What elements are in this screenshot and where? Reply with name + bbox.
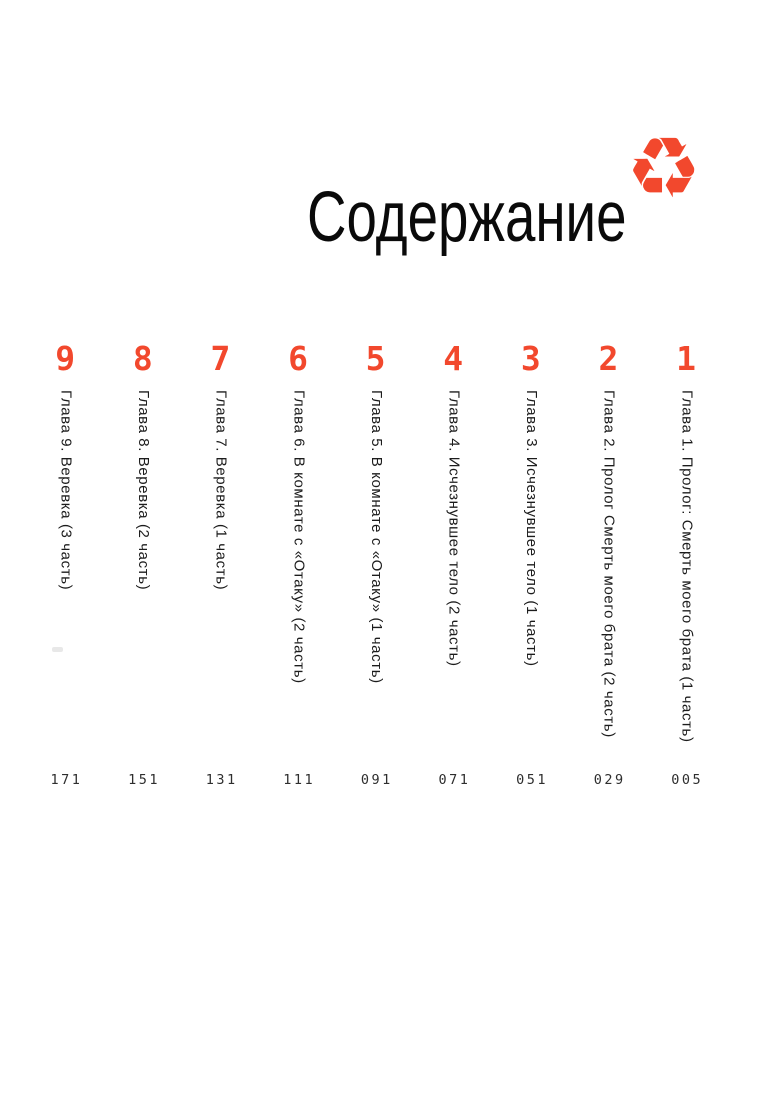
chapter-title: Глава 1. Пролог: Смерть моего брата (1 часть) [678, 390, 696, 743]
toc-entry [107, 339, 179, 788]
chapter-number: 8 [132, 339, 153, 378]
chapter-title: Глава 4. Исчезнувшее тело (2 часть) [445, 390, 463, 667]
chapter-title: Глава 2. Пролог Смерть моего брата (2 часть) [600, 390, 618, 738]
chapter-title: Глава 8. Веревка (2 часть) [135, 390, 153, 591]
chapter-page-number: 171 [50, 772, 83, 788]
chapter-number: 9 [55, 339, 76, 378]
chapter-page-number: 005 [671, 772, 704, 788]
toc-entry [262, 339, 334, 788]
chapter-title: Глава 3. Исчезнувшее тело (1 часть) [523, 390, 541, 667]
recycle-icon: ♻︎ [626, 119, 702, 217]
chapter-page-number: 051 [516, 772, 548, 788]
toc-entry [650, 339, 722, 788]
chapter-title: Глава 9. Веревка (3 часть) [57, 390, 75, 591]
toc-entry [495, 339, 567, 788]
toc-entry [417, 339, 489, 788]
chapter-page-number: 151 [128, 772, 160, 788]
chapter-number: 6 [288, 339, 308, 378]
chapter-title: Глава 5. В комнате с «Отаку» (1 часть) [367, 390, 385, 684]
chapter-number: 2 [598, 339, 619, 378]
chapter-title: Глава 6. В комнате с «Отаку» (2 часть) [290, 390, 308, 684]
toc-entry [184, 339, 256, 788]
chapter-page-number: 131 [205, 772, 238, 788]
chapter-number: 3 [520, 339, 541, 378]
chapter-number: 5 [365, 339, 386, 378]
chapter-page-number: 071 [438, 772, 471, 788]
chapter-number: 7 [210, 339, 231, 378]
toc-entry [572, 339, 644, 788]
chapter-page-number: 029 [593, 772, 626, 788]
chapter-page-number: 111 [283, 772, 316, 788]
chapter-page-number: 091 [360, 772, 393, 788]
chapter-title: Глава 7. Веревка (1 часть) [212, 390, 230, 591]
page-title: Содержание [307, 177, 627, 257]
chapter-number: 1 [676, 339, 696, 378]
chapter-number: 4 [443, 339, 464, 378]
toc-entry [340, 339, 412, 788]
toc-entry [29, 339, 101, 788]
scan-artifact-smudge [52, 647, 63, 652]
